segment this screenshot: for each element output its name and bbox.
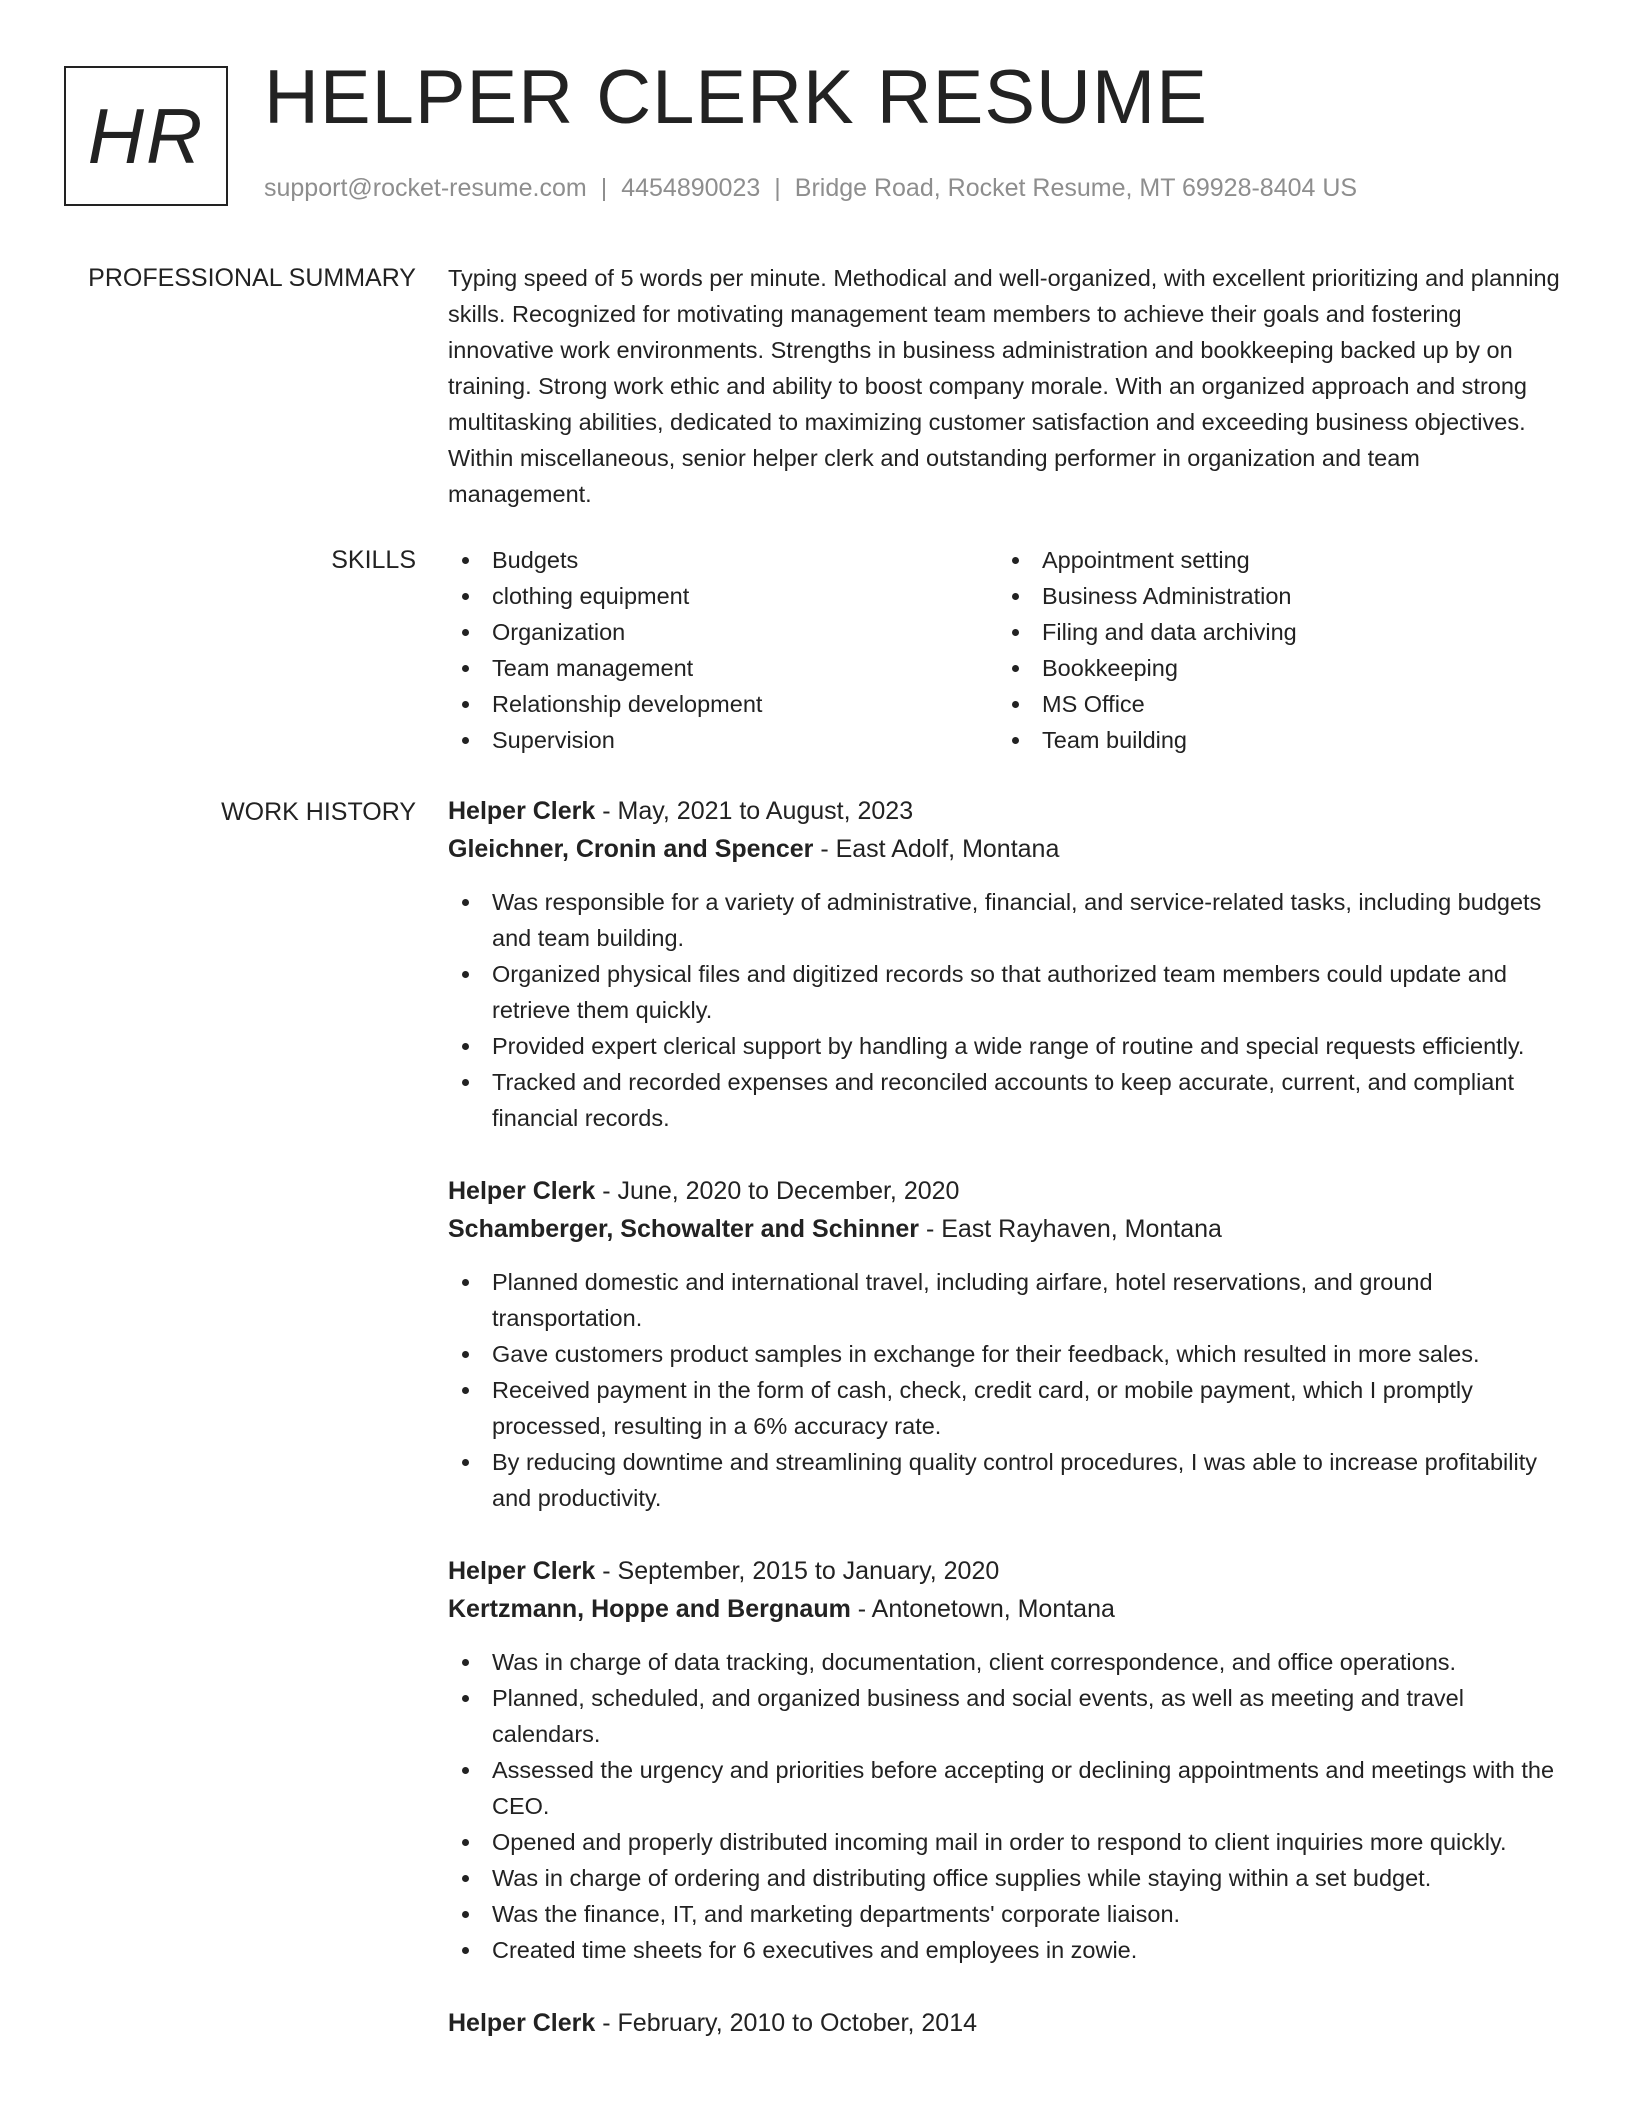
- contact-separator: |: [774, 174, 781, 202]
- job-bullet: Received payment in the form of cash, check, credit card, or mobile payment, which I promptly processed, resulting in a 6% accuracy rate.: [448, 1372, 1570, 1444]
- job-company-line: [448, 830, 1570, 868]
- skill-item: clothing equipment: [448, 578, 998, 614]
- skill-item: Relationship development: [448, 686, 998, 722]
- job-title-line: [448, 1552, 1570, 1590]
- job-title-line: [448, 1172, 1570, 1210]
- job-bullet: Organized physical files and digitized records so that authorized team members could update and retrieve them quickly.: [448, 956, 1570, 1028]
- job-location: - East Adolf, Montana: [820, 835, 1060, 863]
- job-entry: [448, 792, 1570, 1136]
- job-bullet: Was in charge of data tracking, documentation, client correspondence, and office operations.: [448, 1644, 1570, 1680]
- job-bullets: [448, 1644, 1570, 1968]
- job-bullet: Assessed the urgency and priorities before accepting or declining appointments and meetings with the CEO.: [448, 1752, 1570, 1824]
- job-title-line: [448, 2004, 1570, 2042]
- skill-item: Appointment setting: [998, 542, 1548, 578]
- job-bullet: Opened and properly distributed incoming mail in order to respond to client inquiries more quickly.: [448, 1824, 1570, 1860]
- resume-title: HELPER CLERK RESUME: [264, 55, 1208, 140]
- contact-email[interactable]: support@rocket-resume.com: [264, 174, 587, 202]
- skill-item: Filing and data archiving: [998, 614, 1548, 650]
- summary-text: Typing speed of 5 words per minute. Methodical and well-organized, with excellent prioritizing and planning skills. Recognized for motivating management team members to achieve their goals and fostering innovative work environments. Strengths in business administration and bookkeeping backed up by on training. Strong work ethic and ability to boost company morale. With an organized approach and strong multitasking abilities, dedicated to maximizing customer satisfaction and exceeding business objectives. Within miscellaneous, senior helper clerk and outstanding performer in organization and team management.: [448, 265, 1560, 507]
- work-history-heading: WORK HISTORY: [221, 798, 416, 826]
- contact-line: [264, 174, 1357, 203]
- job-role: Helper Clerk: [448, 797, 596, 825]
- job-title-line: [448, 792, 1570, 830]
- job-company: Kertzmann, Hoppe and Bergnaum: [448, 1595, 851, 1623]
- job-bullet: Planned domestic and international travel, including airfare, hotel reservations, and ground transportation.: [448, 1264, 1570, 1336]
- job-role: Helper Clerk: [448, 2009, 596, 2037]
- job-bullet: Tracked and recorded expenses and reconciled accounts to keep accurate, current, and compliant financial records.: [448, 1064, 1570, 1136]
- job-company: Gleichner, Cronin and Spencer: [448, 835, 814, 863]
- job-bullet: Planned, scheduled, and organized business and social events, as well as meeting and travel calendars.: [448, 1680, 1570, 1752]
- skills-heading: SKILLS: [331, 546, 416, 574]
- job-bullet: Was in charge of ordering and distributing office supplies while staying within a set budget.: [448, 1860, 1570, 1896]
- contact-separator: |: [600, 174, 608, 202]
- skills-list-right: [998, 542, 1548, 758]
- job-role: Helper Clerk: [448, 1557, 596, 1585]
- skill-item: Bookkeeping: [998, 650, 1548, 686]
- job-bullet: By reducing downtime and streamlining quality control procedures, I was able to increase profitability and productivity.: [448, 1444, 1570, 1516]
- job-company-line: [448, 1590, 1570, 1628]
- skill-item: Team building: [998, 722, 1548, 758]
- job-company-line: [448, 1210, 1570, 1248]
- skill-item: Business Administration: [998, 578, 1548, 614]
- job-bullet: Gave customers product samples in exchange for their feedback, which resulted in more sales.: [448, 1336, 1570, 1372]
- contact-phone[interactable]: 4454890023: [621, 174, 761, 202]
- job-dates: - June, 2020 to December, 2020: [602, 1177, 960, 1205]
- skill-item: Team management: [448, 650, 998, 686]
- skills-list-left: [448, 542, 998, 758]
- job-bullet: Provided expert clerical support by handling a wide range of routine and special requests efficiently.: [448, 1028, 1570, 1064]
- skill-item: MS Office: [998, 686, 1548, 722]
- job-location: - East Rayhaven, Montana: [925, 1215, 1222, 1243]
- job-location: - Antonetown, Montana: [857, 1595, 1115, 1623]
- contact-address: Bridge Road, Rocket Resume, MT 69928-8404 US: [794, 174, 1358, 202]
- job-bullets: [448, 1264, 1570, 1516]
- job-dates: - February, 2010 to October, 2014: [602, 2009, 978, 2037]
- monogram-logo: HR: [64, 66, 228, 206]
- job-entry: [448, 1172, 1570, 1516]
- job-role: Helper Clerk: [448, 1177, 596, 1205]
- skill-item: Supervision: [448, 722, 998, 758]
- job-company: Schamberger, Schowalter and Schinner: [448, 1215, 919, 1243]
- skill-item: Budgets: [448, 542, 998, 578]
- job-entry: [448, 1552, 1570, 1968]
- job-bullet: Created time sheets for 6 executives and employees in zowie.: [448, 1932, 1570, 1968]
- summary-heading: PROFESSIONAL SUMMARY: [88, 264, 416, 292]
- job-entry: [448, 2004, 1570, 2042]
- skill-item: Organization: [448, 614, 998, 650]
- job-bullet: Was the finance, IT, and marketing departments' corporate liaison.: [448, 1896, 1570, 1932]
- job-dates: - May, 2021 to August, 2023: [602, 797, 914, 825]
- job-bullets: [448, 884, 1570, 1136]
- job-dates: - September, 2015 to January, 2020: [602, 1557, 1000, 1585]
- job-bullet: Was responsible for a variety of administrative, financial, and service-related tasks, including budgets and team building.: [448, 884, 1570, 956]
